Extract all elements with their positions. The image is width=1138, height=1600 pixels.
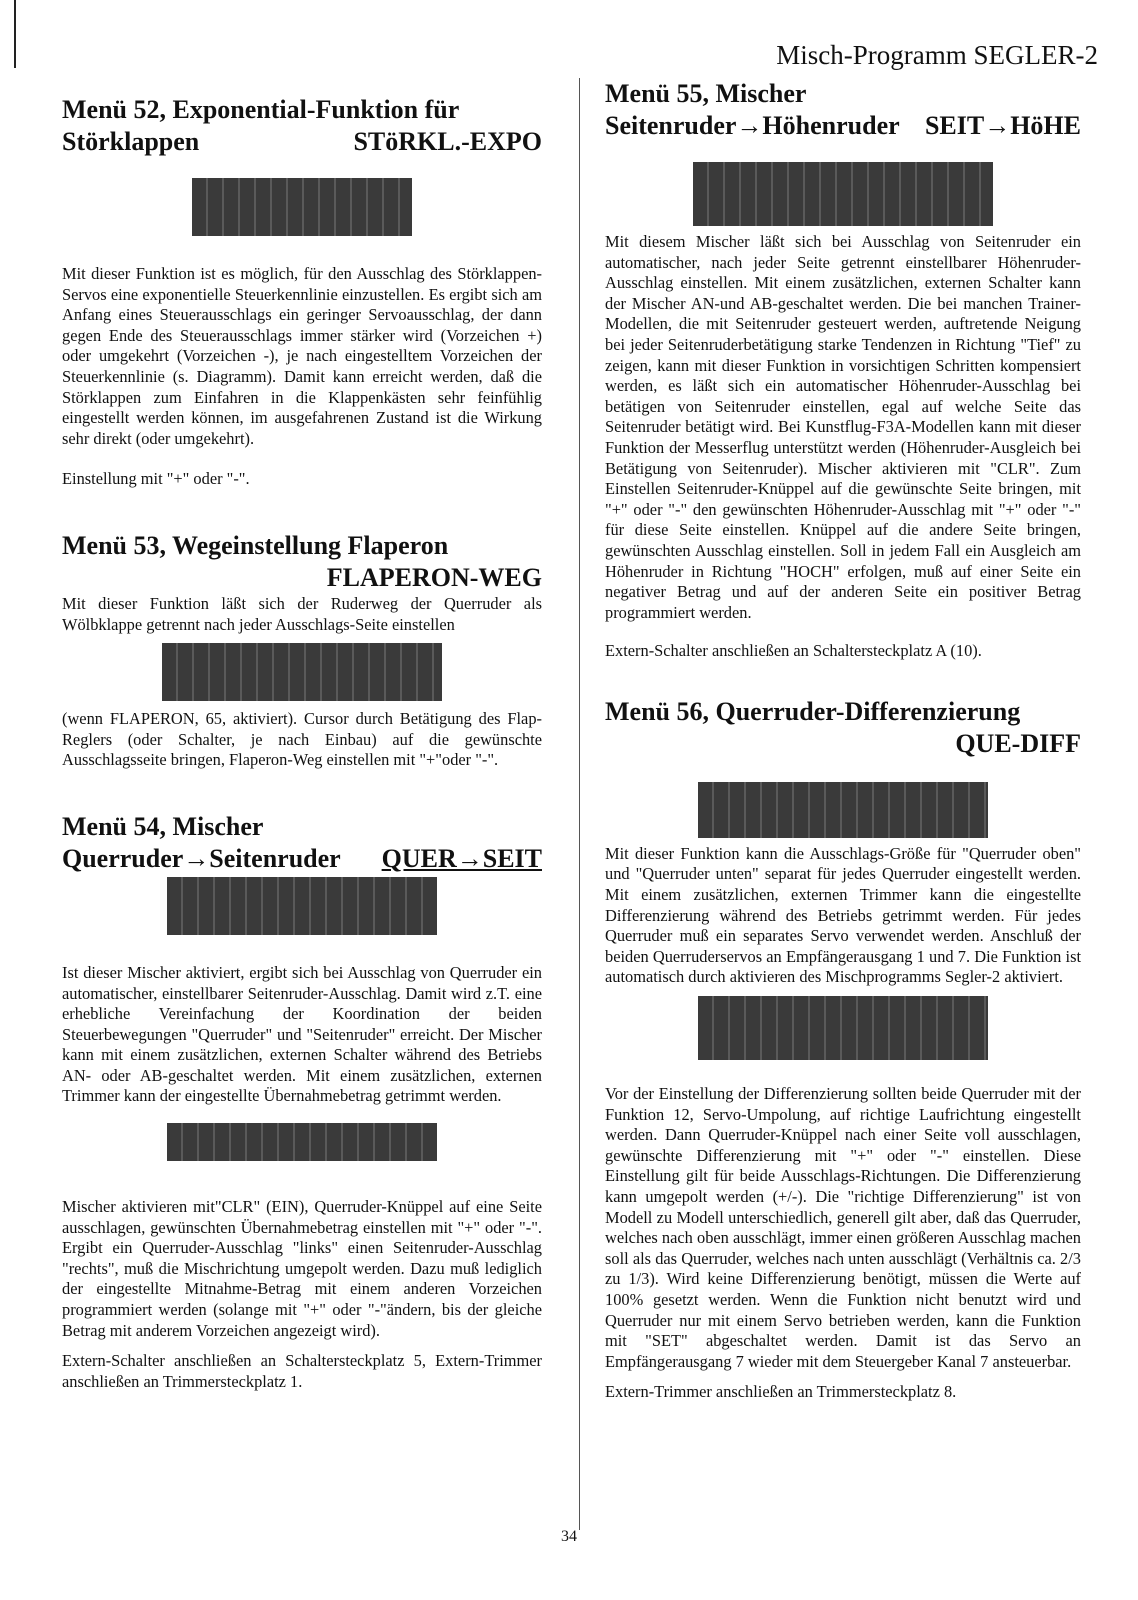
menu-53-paragraph-2: (wenn FLAPERON, 65, aktiviert). Cursor durch Betätigung des Flap-Reglers (oder Schalter, je nach Einbau) auf die gewünschte Ausschlagsseite bringen, Flaperon-Weg einstellen mit "+"oder "-". — [62, 709, 542, 770]
menu-52-code: STöRKL.-EXPO — [353, 127, 542, 156]
menu-55-paragraph-1: Mit diesem Mischer läßt sich bei Ausschlag von Seitenruder ein automatischer, nach jeder Seite getrennt einstellbarer Höhenruder-Ausschlag einstellen. Mit einem zusätzlichen, externen Schalter kann der Mischer AN-und AB-geschaltet werden. Die bei manchen Trainer-Modellen, die mit Seitenruder gesteuert werden, auftretende Neigung bei jeder Seitenruderbetätigung starke Tendenzen in Richtung "Tief" zu zeigen, kann mit dieser Funktion in vorsichtigen Schritten kompensiert werden, es läßt sich ein automatischer Höhenruder-Ausschlag bei betätigen von Seitenruder einstellen, egal auf welche Seite das Seitenruder betätigt wird. Bei Kunstflug-F3A-Modellen kann mit dieser Funktion der Messerflug unterstützt werden (Höhenruder-Ausgleich bei Betätigung von Seitenruder). Mischer aktivieren mit "CLR". Zum Einstellen Seitenruder-Knüppel auf die gewünschte Seite bringen, mit "+" oder "-" den gewünschten Höhenruder-Ausschlag mit "+" oder "-" für diese Seite einstellen. Knüppel auf die andere Seite bringen, gewünschten Ausschlag einstellen. Soll in jedem Fall ein Ausgleich am Höhenruder in Richtung "HOCH" erfolgen, muß auf einer Seite ein negativer Betrag und auf der anderen Seite ein positiver Betrag programmiert werden. — [605, 232, 1081, 622]
lcd-display-52 — [192, 178, 412, 236]
right-column — [605, 78, 1081, 1403]
menu-55-title-line1: Menü 55, Mischer — [605, 79, 807, 108]
lcd-display-54b — [167, 1123, 437, 1161]
menu-52-title-line2: Störklappen — [62, 127, 200, 156]
menu-53-title — [62, 530, 542, 594]
menu-54-title-line1: Menü 54, Mischer — [62, 811, 264, 841]
menu-55-title — [605, 78, 1081, 142]
menu-55-paragraph-2: Extern-Schalter anschließen an Schaltersteckplatz A (10). — [605, 641, 982, 661]
menu-56-title-line1: Menü 56, Querruder-Differenzierung — [605, 696, 1021, 726]
menu-55-code: SEIT→HöHE — [924, 111, 1081, 140]
menu-55-title-line2: Seitenruder→Höhenruder — [605, 111, 900, 140]
menu-54-paragraph-1: Ist dieser Mischer aktiviert, ergibt sich bei Ausschlag von Querruder ein automatischer, einstellbarer Seitenruder-Ausschlag. Damit wird z.T. eine erhebliche Vereinfachung der Koordination der beiden Steuerbewegungen "Querruder" und "Seitenruder" erreicht. Der Mischer kann mit einem zusätzlichen, externen Schalter während des Betriebs AN- oder AB-geschaltet werden. Mit einem zusätzlichen, externen Trimmer kann der eingestellte Übernahmebetrag getrimmt werden. — [62, 962, 542, 1106]
menu-53-title-line1: Menü 53, Wegeinstellung Flaperon — [62, 530, 449, 560]
scan-edge-line — [14, 0, 16, 68]
menu-56-code: QUE-DIFF — [955, 728, 1081, 758]
menu-52-title — [62, 94, 542, 158]
menu-56-paragraph-1: Mit dieser Funktion kann die Ausschlags-Größe für "Querruder oben" und "Querruder unten" separat für jedes Querruder eingestellt werden. Mit einem zusätzlichen, externen Trimmer kann die eingestellte Differenzierung während des Betriebs getrimmt werden. Für jedes Querruder muß ein separates Servo verwendet werden. Anschluß der beiden Querruderservos an Empfängerausgang 1 und 7. Die Funktion ist automatisch durch aktivieren des Mischprogramms Segler-2 aktiviert. — [605, 843, 1081, 987]
menu-56-title — [605, 696, 1081, 760]
lcd-display-56b — [698, 996, 988, 1060]
menu-52-paragraph-2: Einstellung mit "+" oder "-". — [62, 469, 250, 489]
running-head: Misch-Programm SEGLER-2 — [776, 40, 1098, 70]
page-number: 34 — [561, 1528, 577, 1545]
column-divider — [579, 78, 580, 1530]
menu-56-paragraph-3: Extern-Trimmer anschließen an Trimmersteckplatz 8. — [605, 1382, 957, 1402]
menu-56-paragraph-2: Vor der Einstellung der Differenzierung sollten beide Querruder mit der Funktion 12, Servo-Umpolung, auf richtige Laufrichtung eingestellt werden. Dann Querruder-Knüppel nach einer Seite voll ausschlagen, gewünschte Differenzierung mit "+" oder "-" einstellen. Diese Einstellung gilt für beide Ausschlags-Richtungen. Die Differenzierung kann umgepolt werden (+/-). Die "richtige Differenzierung" ist von Modell zu Modell unterschiedlich, generell gilt aber, daß das Querruder, welches nach oben ausschlägt, immer einen größeren Ausschlag machen soll als das Querruder, welches nach unten ausschlägt (Verhältnis ca. 2/3 zu 1/3). Wird keine Differenzierung benötigt, müssen die Werte auf 100% gesetzt werden. Wenn die Funktion nicht benutzt wird und Querruder nur mit einem Servo betrieben werden, kann die Funktion mit "SET" abgeschaltet werden. Damit ist das Servo an Empfängerausgang 7 wieder mit dem Steuergeber Kanal 7 ansteuerbar. — [605, 1084, 1081, 1371]
menu-54-paragraph-2: Mischer aktivieren mit"CLR" (EIN), Querruder-Knüppel auf eine Seite ausschlagen, gewünschten Übernahmebetrag einstellen mit "+" oder "-". Ergibt ein Querruder-Ausschlag "links" einen Seitenruder-Ausschlag "rechts", muß die Mischrichtung umgepolt werden. Dazu muß lediglich der eingestellte Mitnahme-Betrag mit einem anderen Vorzeichen programmiert werden (solange mit "+" oder "-"ändern, bis der gleiche Betrag mit anderem Vorzeichen angezeigt wird). — [62, 1197, 542, 1340]
menu-54-paragraph-3: Extern-Schalter anschließen an Schaltersteckplatz 5, Extern-Trimmer anschließen an Trimmersteckplatz 1. — [62, 1351, 542, 1391]
menu-54-title-line2: Querruder→Seitenruder — [62, 843, 341, 873]
menu-52-paragraph-1: Mit dieser Funktion ist es möglich, für den Ausschlag des Störklappen-Servos eine exponentielle Steuerkennlinie einzustellen. Es ergibt sich am Anfang eines Steuerausschlags ein geringer Servoausschlag, der dann gegen Ende des Steuerausschlags immer stärker wird (Vorzeichen +) oder umgekehrt (Vorzeichen -), je nach eingestelltem Vorzeichen der Steuerkennlinie (s. Diagramm). Damit kann erreicht werden, daß die Störklappen zum Einfahren in die Klappenkästen sehr feinfühlig eingestellt werden können, im ausgefahrenen Zustand ist die Wirkung sehr direkt (oder umgekehrt). — [62, 264, 542, 448]
menu-53-code: FLAPERON-WEG — [326, 562, 542, 592]
menu-54-title — [62, 811, 542, 875]
menu-53-paragraph-1: Mit dieser Funktion läßt sich der Ruderweg der Querruder als Wölbklappe getrennt nach jeder Ausschlags-Seite einstellen — [62, 593, 542, 634]
menu-52-title-line1: Menü 52, Exponential-Funktion für — [62, 95, 460, 124]
lcd-display-53 — [162, 643, 442, 701]
left-column — [62, 94, 542, 1392]
lcd-display-56 — [698, 782, 988, 838]
lcd-display-54 — [167, 877, 437, 935]
menu-54-code: QUER→SEIT — [381, 843, 542, 873]
lcd-display-55 — [693, 162, 993, 226]
